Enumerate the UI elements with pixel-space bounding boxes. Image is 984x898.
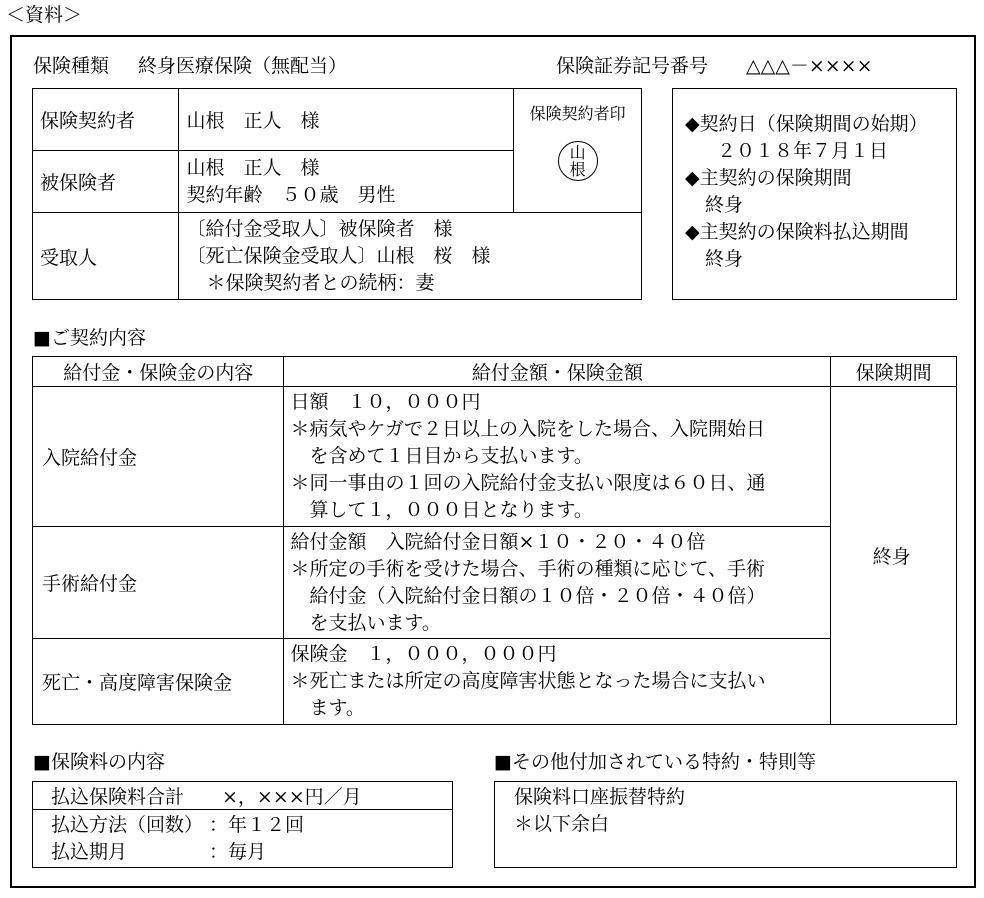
detail-line: を支払います。 [290,611,441,634]
table-row [33,782,453,810]
beneficiary-relation: ＊保険契約者との続柄：妻 [206,271,435,294]
riders-section-title: ■その他付加されている特約・特則等 [494,751,816,773]
coverage-table [32,356,957,725]
premium-total: 払込保険料合計 ×，×××円／月 [33,782,453,810]
beneficiary-benefit: 〔給付金受取人〕被保険者 様 [186,217,453,240]
insurance-kind-value: 終身医療保険（無配当） [138,55,348,77]
insurance-period-label: ◆主契約の保険期間 [685,167,852,189]
table-row [33,89,642,151]
insured-name: 山根 正人 様 [186,156,320,179]
riders-box [494,781,957,868]
payment-method-label: 払込方法（回数） [51,813,204,836]
policyholder-value: 山根 正人 様 [178,89,514,151]
detail-line: 算して１，０００日となります。 [290,499,593,521]
table-row [33,387,957,527]
detail-line: 給付金（入院給付金日額の１０倍・２０倍・４０倍） [290,584,766,607]
premium-payment-info [33,810,453,868]
detail-line: 日額 １０，０００円 [290,391,481,413]
contract-date-value: ２０１８年７月１日 [717,140,889,162]
beneficiary-value [178,213,641,300]
payment-period-label: ◆主契約の保険料払込期間 [685,221,909,243]
detail-line: ＊所定の手術を受けた場合、手術の種類に応じて、手術 [290,557,766,580]
detail-line: 保険金 １，０００，０００円 [290,643,557,665]
payment-month-value: ：毎月 [209,840,267,863]
insured-value [178,151,514,213]
seal-cell [514,89,642,213]
contract-info-box [672,88,957,300]
payment-method-value: ：年１２回 [209,813,305,836]
seal-char-2: 根 [569,160,586,179]
coverage-detail [284,639,831,725]
col-header-period: 保険期間 [831,357,957,387]
parties-table [32,88,642,300]
detail-line: ＊同一事由の１回の入院給付金支払い限度は６０日、通 [290,472,766,494]
coverage-detail [284,387,831,527]
coverage-period-value: 終身 [831,387,957,725]
detail-line: を含めて１日目から支払います。 [290,445,593,467]
seal-label: 保険契約者印 [529,104,626,123]
detail-line: 給付金額 入院給付金日額×１０・２０・４０倍 [290,530,706,553]
seal-stamp-icon [558,141,598,181]
insured-age: 契約年齢 ５０歳 男性 [186,183,396,206]
payment-period-value: 終身 [705,248,744,270]
insurance-period-value: 終身 [705,194,744,216]
policy-number-label: 保険証券記号番号 [556,55,709,77]
coverage-detail [284,527,831,639]
beneficiary-label: 受取人 [33,213,179,300]
coverage-name: 入院給付金 [33,387,284,527]
policy-number-value: △△△－×××× [746,55,873,77]
beneficiary-death: 〔死亡保険金受取人〕山根 桜 様 [186,244,491,267]
table-row [33,213,642,300]
table-row [33,527,957,639]
rider-note: ＊以下余白 [514,813,610,835]
caption: ＜資料＞ [6,4,83,26]
detail-line: ＊死亡または所定の高度障害状態となった場合に支払い [290,670,766,692]
contract-date-label: ◆契約日（保険期間の始期） [685,113,928,135]
coverage-section-title: ■ご契約内容 [33,327,146,349]
payment-month-label: 払込期月 [51,840,128,863]
insurance-kind-label: 保険種類 [33,55,110,77]
detail-line: ＊病気やケガで２日以上の入院をした場合、入院開始日 [290,418,766,440]
insured-label: 被保険者 [33,151,179,213]
premium-section-title: ■保険料の内容 [33,751,165,773]
col-header-content: 給付金・保険金の内容 [33,357,284,387]
premium-table [32,781,453,868]
table-row [33,810,453,868]
detail-line: ます。 [290,697,365,719]
rider-item: 保険料口座振替特約 [514,786,686,808]
seal-char-1: 山 [569,143,586,162]
table-row [33,639,957,725]
table-row [33,357,957,387]
coverage-name: 手術給付金 [33,527,284,639]
policyholder-label: 保険契約者 [33,89,179,151]
col-header-amount: 給付金額・保険金額 [284,357,831,387]
coverage-name: 死亡・高度障害保険金 [33,639,284,725]
